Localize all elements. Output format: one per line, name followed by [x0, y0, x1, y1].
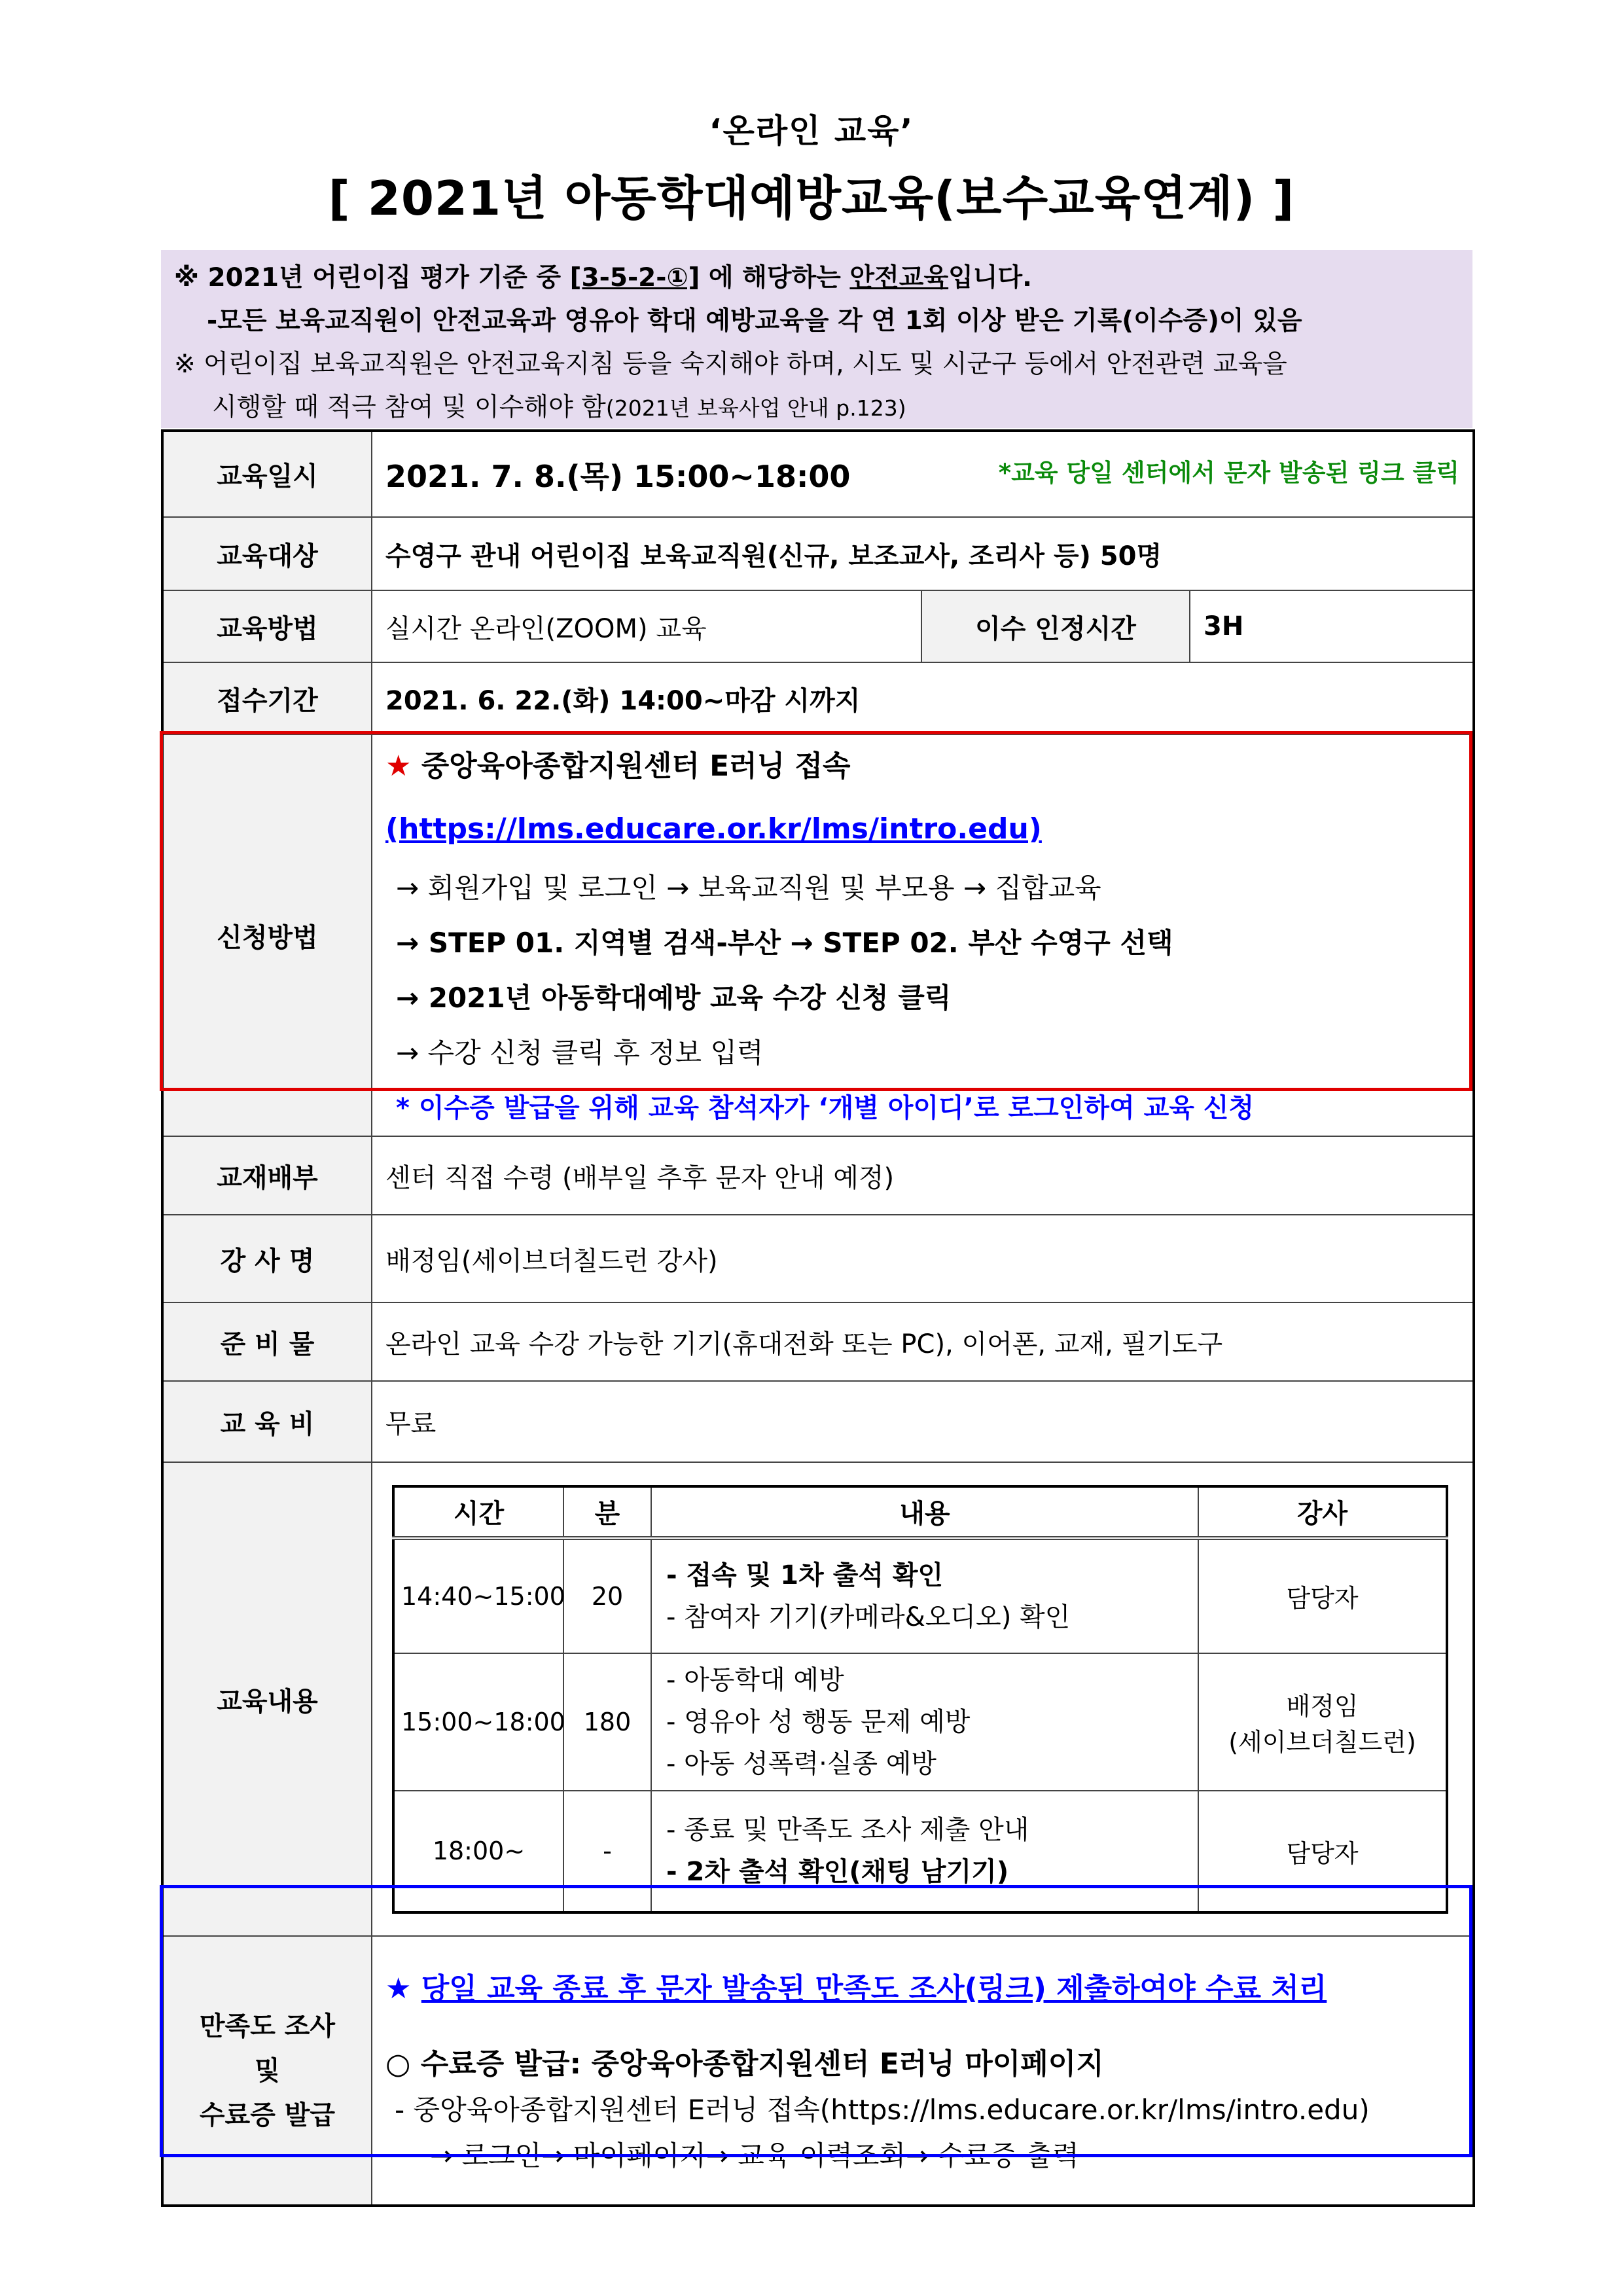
schedule-header-time: 시간: [393, 1486, 563, 1538]
schedule-item: - 참여자 기기(카메라&오디오) 확인: [666, 1602, 1071, 1632]
label-prep: 준 비 물: [162, 1302, 372, 1381]
label-lecturer: 강 사 명: [162, 1215, 372, 1302]
value-content: [372, 1462, 1474, 1936]
row-content: [162, 1462, 1474, 1936]
date-note: *교육 당일 센터에서 문자 발송된 링크 클릭: [998, 458, 1460, 487]
notice-line-1: [174, 257, 1461, 300]
schedule-min: 180: [563, 1653, 651, 1791]
label-material: 교재배부: [162, 1136, 372, 1215]
value-date: [372, 431, 1474, 517]
survey-label-line: 만족도 조사: [199, 2011, 336, 2041]
row-fee: [162, 1381, 1474, 1462]
lecturer-name: 배정임: [1286, 1691, 1359, 1721]
notice-keyword: 안전교육: [849, 263, 949, 293]
info-table: [161, 429, 1475, 2207]
label-hours: 이수 인정시간: [921, 590, 1190, 662]
label-fee: 교 육 비: [162, 1381, 372, 1462]
schedule-lecturer: [1198, 1653, 1447, 1791]
apply-step-3: → 2021년 아동학대예방 교육 수강 신청 클릭: [396, 982, 952, 1014]
value-target: 수영구 관내 어린이집 보육교직원(신규, 보조교사, 조리사 등) 50명: [372, 517, 1474, 590]
lecturer-name: 담당자: [1286, 1839, 1359, 1868]
schedule-item: - 종료 및 만족도 조사 제출 안내: [666, 1815, 1029, 1845]
schedule-content: [651, 1538, 1198, 1653]
date-text: 2021. 7. 8.(목) 15:00~18:00: [385, 458, 851, 494]
value-prep: 온라인 교육 수강 가능한 기기(휴대전화 또는 PC), 이어폰, 교재, 필기도구: [372, 1302, 1474, 1381]
schedule-item: - 아동 성폭력·실종 예방: [666, 1748, 937, 1779]
notice-line-4: [174, 386, 1461, 430]
value-lecturer: 배정임(세이브더칠드런 강사): [372, 1215, 1474, 1302]
schedule-row: [393, 1791, 1447, 1912]
notice-text: 시행할 때 적극 참여 및 이수해야 함: [212, 393, 606, 422]
label-apply: 신청방법: [162, 734, 372, 1136]
apply-site: 중앙육아종합지원센터 E러닝 접속: [421, 749, 851, 783]
row-apply: [162, 734, 1474, 1136]
lecturer-name: 담당자: [1286, 1584, 1359, 1613]
schedule-item: - 2차 출석 확인(채팅 남기기): [666, 1857, 1009, 1887]
value-material: 센터 직접 수령 (배부일 추후 문자 안내 예정): [372, 1136, 1474, 1215]
schedule-header: [393, 1486, 1447, 1538]
row-lecturer: [162, 1215, 1474, 1302]
notice-reference: (2021년 보육사업 안내 p.123): [605, 395, 906, 421]
star-icon: ★: [385, 1971, 412, 2005]
lecturer-affiliation: (세이브더칠드런): [1228, 1727, 1416, 1757]
row-material: [162, 1136, 1474, 1215]
survey-text: 당일 교육 종료 후 문자 발송된 만족도 조사(링크) 제출하여야 수료 처리: [421, 1971, 1327, 2005]
notice-box: [161, 250, 1472, 428]
star-icon: ★: [385, 749, 412, 783]
notice-text: 입니다.: [948, 263, 1032, 293]
notice-text: 에 해당하는: [700, 263, 850, 293]
label-target: 교육대상: [162, 517, 372, 590]
apply-step-4: → 수강 신청 클릭 후 정보 입력: [396, 1037, 764, 1069]
schedule-row: [393, 1538, 1447, 1653]
label-survey: [162, 1936, 372, 2206]
value-hours: 3H: [1190, 590, 1474, 662]
apply-step-1: → 회원가입 및 로그인 → 보육교직원 및 부모용 → 집합교육: [396, 872, 1101, 904]
survey-label-line: 수료증 발급: [199, 2100, 336, 2130]
cert-line-1: - 중앙육아종합지원센터 E러닝 접속(https://lms.educare.or.kr/lms/intro.edu): [395, 2093, 1370, 2126]
schedule-time: 18:00~: [393, 1791, 563, 1912]
cert-head: ○ 수료증 발급: 중앙육아종합지원센터 E러닝 마이페이지: [385, 2047, 1104, 2081]
row-target: [162, 517, 1474, 590]
row-prep: [162, 1302, 1474, 1381]
schedule-content: [651, 1791, 1198, 1912]
apply-head: [385, 735, 1459, 861]
schedule-row: [393, 1653, 1447, 1791]
schedule-header-lecturer: 강사: [1198, 1486, 1447, 1538]
value-fee: 무료: [372, 1381, 1474, 1462]
apply-link[interactable]: (https://lms.educare.or.kr/lms/intro.edu): [385, 812, 1042, 846]
apply-step-2: → STEP 01. 지역별 검색-부산 → STEP 02. 부산 수영구 선택: [396, 927, 1173, 959]
schedule-item: - 영유아 성 행동 문제 예방: [666, 1706, 971, 1737]
document-subtitle: ‘온라인 교육’: [709, 112, 914, 150]
document-title: [ 2021년 아동학대예방교육(보수교육연계) ]: [328, 171, 1295, 226]
notice-code: [3-5-2-①]: [569, 263, 700, 293]
schedule-header-content: 내용: [651, 1486, 1198, 1538]
schedule-lecturer: [1198, 1791, 1447, 1912]
schedule-header-min: 분: [563, 1486, 651, 1538]
row-period: [162, 662, 1474, 734]
survey-head: [385, 1963, 1459, 2015]
schedule-min: 20: [563, 1538, 651, 1653]
schedule-lecturer: [1198, 1538, 1447, 1653]
survey-label-line: 및: [255, 2055, 280, 2086]
notice-line-3: ※ 어린이집 보육교직원은 안전교육지침 등을 숙지해야 하며, 시도 및 시군구 등에서 안전관련 교육을: [174, 350, 1287, 379]
schedule-content: [651, 1653, 1198, 1791]
schedule-time: 15:00~18:00: [393, 1653, 563, 1791]
schedule-min: -: [563, 1791, 651, 1912]
schedule-time: 14:40~15:00: [393, 1538, 563, 1653]
row-method: [162, 590, 1474, 662]
value-method: 실시간 온라인(ZOOM) 교육: [372, 590, 921, 662]
cert-line-2: → 로그인→ 마이페이지→ 교육 이력조회→ 수료증 출력: [430, 2139, 1079, 2172]
value-period: 2021. 6. 22.(화) 14:00~마감 시까지: [372, 662, 1474, 734]
apply-note: * 이수증 발급을 위해 교육 참석자가 ‘개별 아이디’로 로그인하여 교육 신청: [396, 1093, 1255, 1123]
label-date: 교육일시: [162, 431, 372, 517]
notice-text: ※ 2021년 어린이집 평가 기준 중: [174, 263, 570, 293]
schedule-item: - 아동학대 예방: [666, 1664, 844, 1695]
notice-line-2: -모든 보육교직원이 안전교육과 영유아 학대 예방교육을 각 연 1회 이상 받은 기록(이수증)이 있음: [207, 306, 1302, 336]
row-survey: [162, 1936, 1474, 2206]
row-date: [162, 431, 1474, 517]
label-content: 교육내용: [162, 1462, 372, 1936]
schedule-table: [392, 1485, 1448, 1914]
label-method: 교육방법: [162, 590, 372, 662]
label-period: 접수기간: [162, 662, 372, 734]
value-apply: [372, 734, 1474, 1136]
schedule-item: - 접속 및 1차 출석 확인: [666, 1560, 944, 1590]
value-survey: [372, 1936, 1474, 2206]
